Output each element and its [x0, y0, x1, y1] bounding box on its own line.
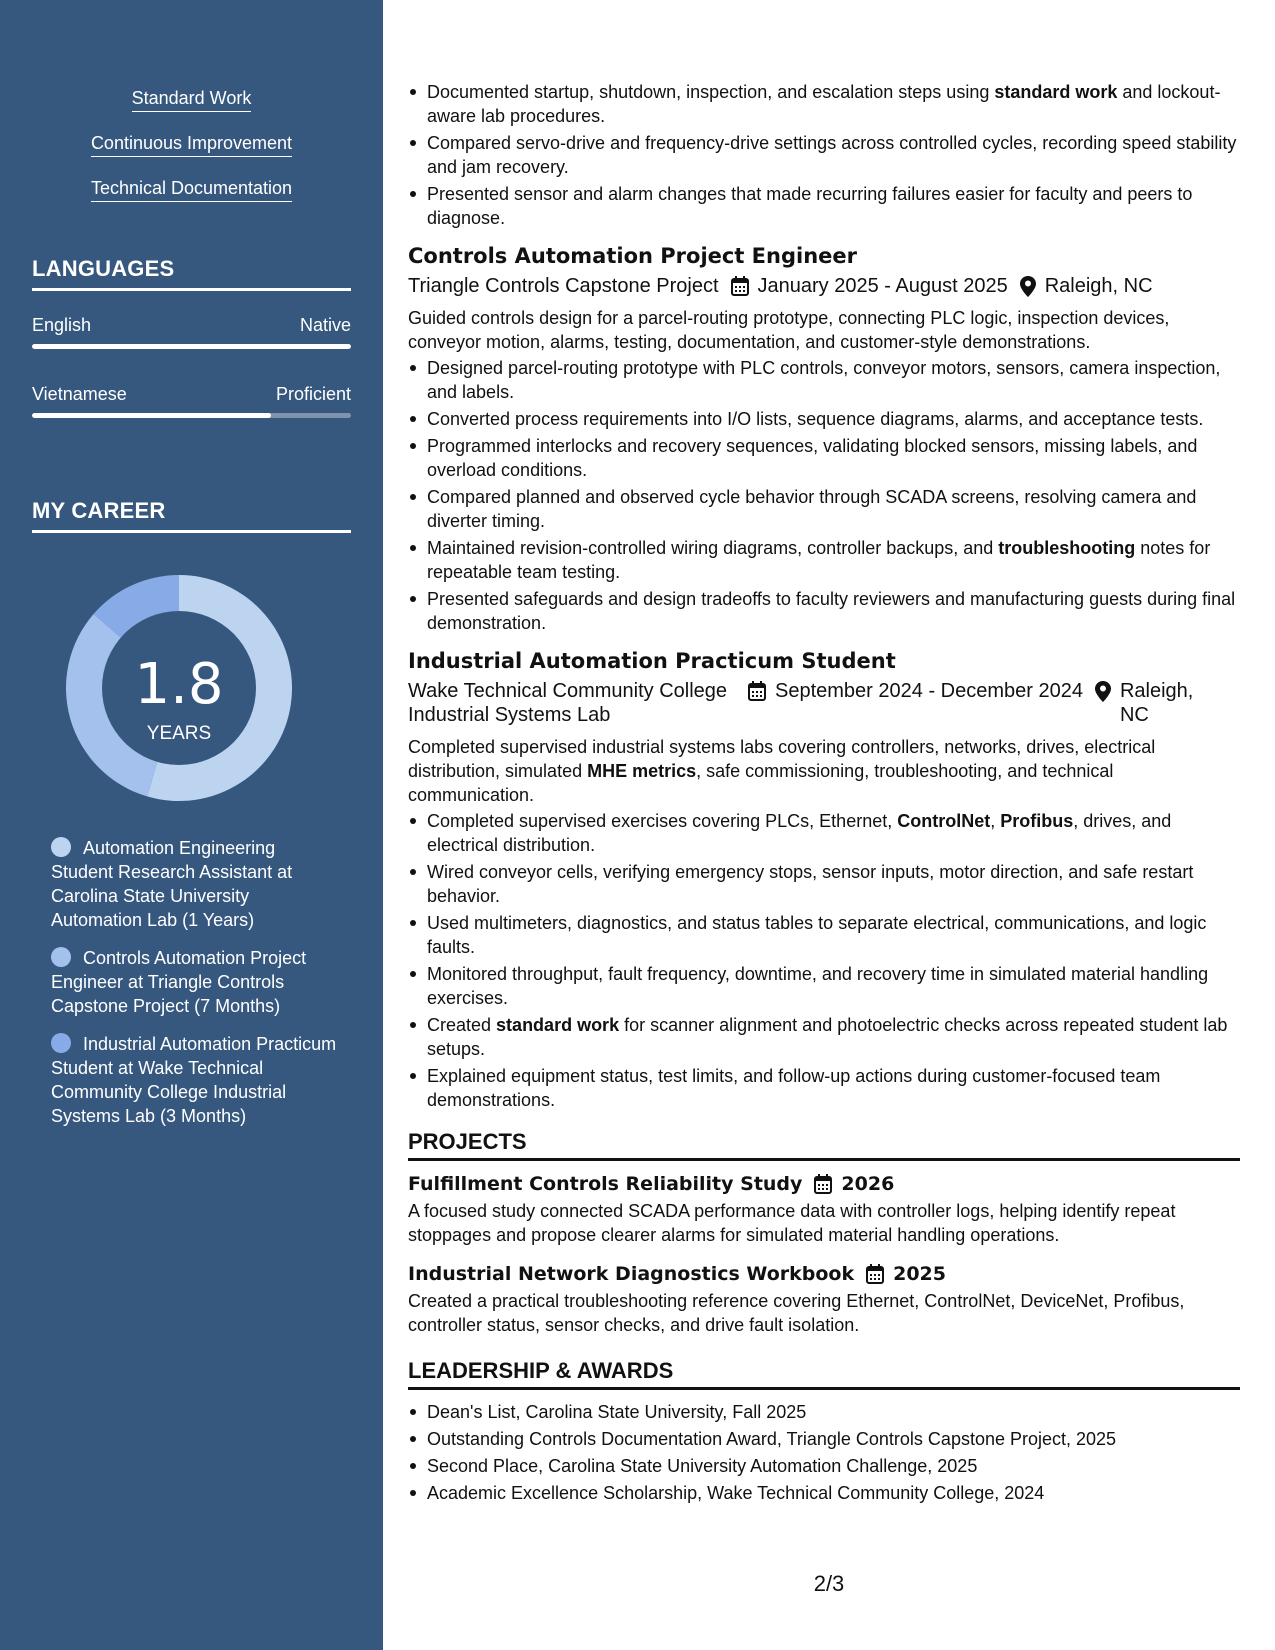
calendar-icon [866, 1264, 884, 1284]
job-entry [408, 242, 1240, 635]
projects-heading: PROJECTS [408, 1128, 1240, 1161]
bullet-item: Explained equipment status, test limits, and follow-up actions during customer-focused team demonstrations. [408, 1064, 1240, 1112]
skills-list [0, 86, 383, 221]
calendar-icon [748, 681, 766, 701]
job-meta [408, 679, 1240, 727]
career-heading: MY CAREER [32, 498, 351, 533]
project-title: Fulfillment Controls Reliability Study [408, 1173, 803, 1195]
award-item: Outstanding Controls Documentation Award, Triangle Controls Capstone Project, 2025 [408, 1427, 1240, 1451]
career-total-value: 1.8 [134, 652, 224, 717]
previous-job-bullets [408, 80, 1240, 230]
career-legend-dot [51, 837, 71, 857]
bullet-item: Presented sensor and alarm changes that made recurring failures easier for faculty and peers to diagnose. [408, 182, 1240, 230]
bullet-item: Programmed interlocks and recovery sequences, validating blocked sensors, missing labels, and overload conditions. [408, 434, 1240, 482]
job-title: Industrial Automation Practicum Student [408, 649, 896, 673]
job-summary: Guided controls design for a parcel-routing prototype, connecting PLC logic, inspection devices, conveyor motion, alarms, testing, documentation, and customer-style demonstrations. [408, 308, 1170, 352]
project-description: Created a practical troubleshooting reference covering Ethernet, ControlNet, DeviceNet, Profibus, controller status, sensor checks, and drive fault isolation. [408, 1291, 1185, 1335]
career-total-unit: YEARS [146, 723, 212, 744]
job-meta [408, 274, 1240, 298]
project-title-row [408, 1261, 1240, 1287]
award-item: Dean's List, Carolina State University, Fall 2025 [408, 1400, 1240, 1424]
job-summary: Completed supervised industrial systems labs covering controllers, networks, drives, electrical distribution, simulated MHE metrics, safe commissioning, troubleshooting, and technical communication. [408, 737, 1156, 805]
calendar-icon [731, 276, 749, 296]
bullet-item: Completed supervised exercises covering PLCs, Ethernet, ControlNet, Profibus, drives, and electrical distribution. [408, 809, 1240, 857]
career-item [51, 946, 341, 1018]
job-dates: January 2025 - August 2025 [757, 275, 1008, 297]
bullet-item: Maintained revision-controlled wiring diagrams, controller backups, and troubleshooting notes for repeatable team testing. [408, 536, 1240, 584]
job-org: Triangle Controls Capstone Project [408, 275, 719, 297]
project-year: 2026 [841, 1173, 895, 1195]
project-title-row [408, 1171, 1240, 1197]
career-item [51, 836, 341, 932]
job-location: Raleigh, NC [1044, 275, 1153, 297]
project-title: Industrial Network Diagnostics Workbook [408, 1263, 855, 1285]
language-level: Native [299, 315, 351, 335]
award-item: Academic Excellence Scholarship, Wake Technical Community College, 2024 [408, 1481, 1240, 1505]
job-dates: September 2024 - December 2024 [775, 680, 1083, 702]
career-legend-dot [51, 947, 71, 967]
language-name: English [32, 315, 92, 335]
bullet-item: Documented startup, shutdown, inspection, and escalation steps using standard work and lockout-aware lab procedures. [408, 80, 1240, 128]
job-org: Wake Technical Community College Industrial Systems Lab [408, 680, 728, 726]
career-item-label: Automation Engineering Student Research Assistant at Carolina State University Automation Lab (1 Years) [51, 838, 293, 930]
career-item-label: Industrial Automation Practicum Student at Wake Technical Community College Industrial Systems Lab (3 Months) [51, 1034, 337, 1126]
sidebar [0, 0, 383, 1650]
career-donut-chart [66, 575, 292, 801]
career-list [51, 836, 341, 1142]
project-description: A focused study connected SCADA performance data with controller logs, helping identify repeat stoppages and propose clearer alarms for simulated material handling operations. [408, 1201, 1176, 1245]
bullet-item: Compared planned and observed cycle behavior through SCADA screens, resolving camera and diverter timing. [408, 485, 1240, 533]
language-proficiency-bar [32, 344, 351, 349]
bullet-item: Created standard work for scanner alignment and photoelectric checks across repeated student lab setups. [408, 1013, 1240, 1061]
language-proficiency-fill [32, 413, 271, 418]
language-name: Vietnamese [32, 384, 127, 404]
career-item-label: Controls Automation Project Engineer at Triangle Controls Capstone Project (7 Months) [51, 948, 307, 1016]
awards-heading: LEADERSHIP & AWARDS [408, 1357, 1240, 1390]
job-dates-wrapper [748, 679, 1083, 727]
languages-heading: LANGUAGES [32, 256, 351, 291]
bullet-item: Compared servo-drive and frequency-drive settings across controlled cycles, recording speed stability and jam recovery. [408, 131, 1240, 179]
language-proficiency-bar [32, 413, 351, 418]
job-bullets [408, 356, 1240, 635]
bullet-item: Presented safeguards and design tradeoffs to faculty reviewers and manufacturing guests during final demonstration. [408, 587, 1240, 635]
language-row [32, 382, 351, 406]
location-pin-icon [1020, 276, 1036, 297]
project-entry [408, 1171, 1240, 1247]
bullet-item: Designed parcel-routing prototype with PLC controls, conveyor motors, sensors, camera inspection, and labels. [408, 356, 1240, 404]
bullet-item: Used multimeters, diagnostics, and status tables to separate electrical, communications, and logic faults. [408, 911, 1240, 959]
language-level: Proficient [275, 384, 351, 404]
bullet-item: Monitored throughput, fault frequency, downtime, and recovery time in simulated material handling exercises. [408, 962, 1240, 1010]
job-bullets [408, 809, 1240, 1112]
bullet-item: Wired conveyor cells, verifying emergency stops, sensor inputs, motor direction, and safe restart behavior. [408, 860, 1240, 908]
skill-item[interactable]: Continuous Improvement [91, 131, 292, 157]
language-row [32, 313, 351, 337]
job-title: Controls Automation Project Engineer [408, 244, 857, 268]
job-location-wrapper [1020, 274, 1153, 298]
main-content [408, 80, 1240, 1508]
job-dates-wrapper [731, 274, 1008, 298]
career-item [51, 1032, 341, 1128]
page-number: 2/3 [813, 1571, 845, 1596]
awards-list [408, 1400, 1240, 1505]
calendar-icon [814, 1174, 832, 1194]
bullet-item: Converted process requirements into I/O lists, sequence diagrams, alarms, and acceptance tests. [408, 407, 1240, 431]
skill-item[interactable]: Standard Work [132, 86, 252, 112]
skill-item[interactable]: Technical Documentation [91, 176, 292, 202]
location-pin-icon [1095, 681, 1111, 702]
job-location: Raleigh, NC [1119, 680, 1194, 726]
job-location-wrapper [1095, 679, 1215, 727]
job-entry [408, 647, 1240, 1112]
language-proficiency-fill [32, 344, 351, 349]
career-legend-dot [51, 1033, 71, 1053]
award-item: Second Place, Carolina State University Automation Challenge, 2025 [408, 1454, 1240, 1478]
project-year: 2025 [893, 1263, 946, 1285]
project-entry [408, 1261, 1240, 1337]
